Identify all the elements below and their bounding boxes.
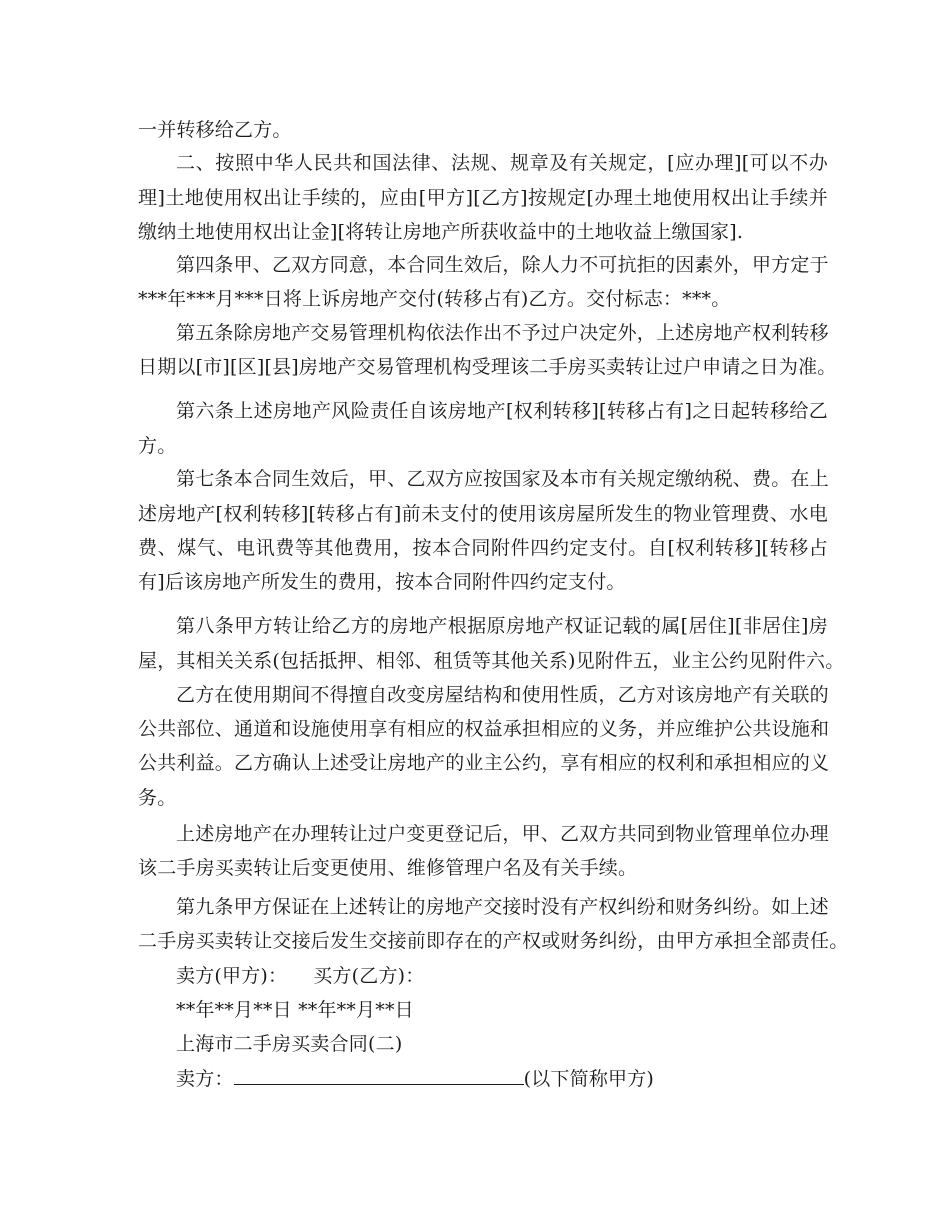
signature-parties: [176, 965, 828, 987]
text-line: ***年***月***日将上诉房地产交付(转移占有)乙方。交付标志：***。: [138, 288, 731, 310]
text-line: 理]土地使用权出让手续的，应由[甲方][乙方]按规定[办理土地使用权出让手续并: [138, 187, 828, 209]
text-line: 公共部位、通道和设施使用享有相应的权益承担相应的义务，并应维护公共设施和: [138, 718, 830, 740]
text-line: 第七条本合同生效后，甲、乙双方应按国家及本市有关规定缴纳税、费。在上: [176, 468, 829, 490]
text-line: 第八条甲方转让给乙方的房地产根据原房地产权证记载的属[居住][非居住]房: [176, 615, 828, 637]
text-line: 乙方在使用期间不得擅自改变房屋结构和使用性质，乙方对该房地产有关联的: [176, 684, 829, 706]
seller-name-blank[interactable]: [234, 1067, 524, 1085]
contract-title: 上海市二手房买卖合同(二): [176, 1033, 403, 1055]
text-line: 第四条甲、乙双方同意，本合同生效后，除人力不可抗拒的因素外，甲方定于: [176, 254, 829, 276]
text-line: 第九条甲方保证在上述转让的房地产交接时没有产权纠纷和财务纠纷。如上述: [176, 896, 829, 918]
seller-line: [176, 1067, 828, 1090]
text-line: 述房地产[权利转移][转移占有]前未支付的使用该房屋所发生的物业管理费、水电: [138, 503, 828, 525]
text-line: 屋，其相关关系(包括抵押、相邻、租赁等其他关系)见附件五，业主公约见附件六。: [138, 650, 845, 672]
text-line: 方。: [138, 435, 177, 457]
buyer-date: **年**月**日: [298, 999, 414, 1021]
text-line: 有]后该房地产所发生的费用，按本合同附件四约定支付。: [138, 571, 626, 593]
text-line: 缴纳土地使用权出让金][将转让房地产所获收益中的土地收益上缴国家].: [138, 221, 744, 243]
text-line: 二手房买卖转让交接后发生交接前即存在的产权或财务纠纷，由甲方承担全部责任。: [138, 930, 849, 952]
text-line: 二、按照中华人民共和国法律、法规、规章及有关规定，[应办理][可以不办: [176, 152, 828, 174]
text-line: 务。: [138, 787, 177, 809]
buyer-signature-label: 买方(乙方)：: [313, 965, 425, 987]
seller-abbrev-note: (以下简称甲方): [523, 1068, 655, 1090]
seller-date: **年**月**日: [176, 999, 292, 1021]
seller-label: 卖方：: [176, 1068, 234, 1090]
text-line: 一并转移给乙方。: [138, 119, 292, 141]
seller-signature-label: 卖方(甲方)：: [176, 965, 288, 987]
text-line: 上述房地产在办理转让过户变更登记后，甲、乙双方共同到物业管理单位办理: [176, 823, 829, 845]
signature-dates: [176, 999, 828, 1021]
text-line: 第五条除房地产交易管理机构依法作出不予过户决定外，上述房地产权利转移: [176, 322, 829, 344]
text-line: 费、煤气、电讯费等其他费用，按本合同附件四约定支付。自[权利转移][转移占: [138, 537, 828, 559]
text-line: 日期以[市][区][县]房地产交易管理机构受理该二手房买卖转让过户申请之日为准。: [138, 356, 837, 378]
text-line: 该二手房买卖转让后变更使用、维修管理户名及有关手续。: [138, 857, 638, 879]
text-line: 第六条上述房地产风险责任自该房地产[权利转移][转移占有]之日起转移给乙: [176, 400, 828, 422]
text-line: 公共利益。乙方确认上述受让房地产的业主公约，享有相应的权利和承担相应的义: [138, 752, 830, 774]
